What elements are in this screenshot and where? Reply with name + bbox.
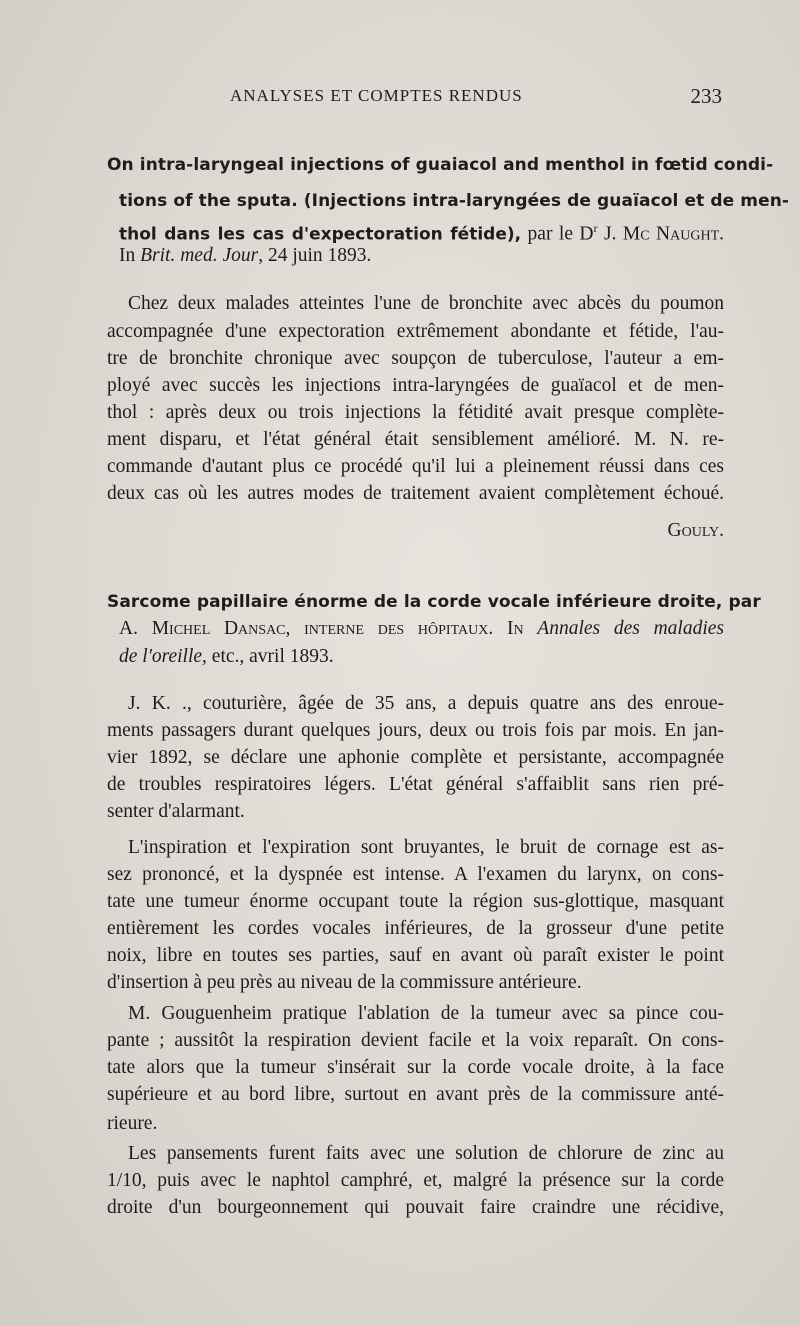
article-1-body-line-5: thol : après deux ou trois injections la fétidité avait presque complète- [107, 402, 724, 423]
article-1-author: J. Mc Naught. [597, 223, 724, 245]
article-1-body-line-1: Chez deux malades atteintes l'une de bronchite avec abcès du poumon [128, 293, 724, 314]
article-1-title-bold-part: thol dans les cas d'expectoration fétide), [119, 224, 522, 245]
article-2-title-line-2 [119, 615, 724, 643]
article-2-body-line-18: 1/10, puis avec le naphtol camphré, et, malgré la présence sur la corde [107, 1170, 724, 1191]
article-2-body-line-7: sez prononcé, et la dyspnée est intense. A l'examen du larynx, on cons- [107, 864, 724, 885]
article-2-body-line-5: senter d'alarmant. [107, 801, 245, 822]
article-2-body-line-17: Les pansements furent faits avec une solution de chlorure de zinc au [128, 1143, 724, 1164]
article-1-byline: par le D [521, 223, 594, 245]
article-2-journal-part-1: Annales des maladies [537, 618, 724, 639]
article-1-title-line-2: tions of the sputa. (Injections intra-laryngées de guaïacol et de men- [119, 191, 790, 211]
article-2-body-line-2: ments passagers durant quelques jours, deux ou trois fois par mois. En jan- [107, 720, 724, 741]
article-2-body-line-3: vier 1892, se déclare une aphonie complète et persistante, accompagnée [107, 747, 724, 768]
article-1-byline-sup: r [593, 221, 598, 235]
article-2-body-line-9: entièrement les cordes vocales inférieures, de la grosseur d'une petite [107, 918, 724, 939]
article-2-body-line-12: M. Gouguenheim pratique l'ablation de la tumeur avec sa pince cou- [128, 1003, 724, 1024]
article-1-title-line-1: On intra-laryngeal injections of guaiacol and menthol in fœtid condi- [107, 155, 774, 175]
article-2-journal-part-2: de l'oreille, [119, 646, 207, 667]
article-2-title-line-1: Sarcome papillaire énorme de la corde vocale inférieure droite, par [107, 592, 761, 612]
citation-journal: Brit. med. Jour [140, 245, 259, 266]
article-1-body-line-6: ment disparu, et l'état général était sensiblement amélioré. M. N. re- [107, 429, 724, 450]
article-1-signature: Gouly. [667, 520, 724, 541]
article-2-body-line-1: J. K. ., couturière, âgée de 35 ans, a depuis quatre ans des enroue- [128, 693, 724, 714]
citation-prefix: In [119, 245, 141, 266]
article-2-body-line-13: pante ; aussitôt la respiration devient facile et la voix reparaît. On cons- [107, 1030, 724, 1051]
article-2-byline: A. Michel Dansac, interne des hôpitaux. In [119, 618, 538, 639]
article-2-body-line-10: noix, libre en toutes ses parties, sauf en avant où paraît exister le point [107, 945, 724, 966]
article-1-body-line-3: tre de bronchite chronique avec soupçon de tuberculose, l'auteur a em- [107, 348, 724, 369]
article-2-body-line-19: droite d'un bourgeonnement qui pouvait faire craindre une récidive, [107, 1197, 724, 1218]
article-2-body-line-8: tate une tumeur énorme occupant toute la région sus-glottique, masquant [107, 891, 724, 912]
article-1-citation [119, 242, 724, 270]
article-2-body-line-4: de troubles respiratoires légers. L'état général s'affaiblit sans rien pré- [107, 774, 724, 795]
article-1-body-line-4: ployé avec succès les injections intra-laryngées de guaïacol et de men- [107, 375, 724, 396]
article-2-body-line-6: L'inspiration et l'expiration sont bruyantes, le bruit de cornage est as- [128, 837, 724, 858]
running-head: ANALYSES ET COMPTES RENDUS [230, 86, 523, 105]
page-number: 233 [690, 84, 722, 108]
article-2-body-line-16: rieure. [107, 1113, 158, 1134]
article-2-body-line-11: d'insertion à peu près au niveau de la commissure antérieure. [107, 972, 582, 993]
article-2-body-line-14: tate alors que la tumeur s'insérait sur la corde vocale droite, à la face [107, 1057, 724, 1078]
article-1-body-line-8: deux cas où les autres modes de traitement avaient complètement échoué. [107, 483, 724, 504]
article-1-body-line-2: accompagnée d'une expectoration extrêmement abondante et fétide, l'au- [107, 321, 724, 342]
article-1-body-line-7: commande d'autant plus ce procédé qu'il lui a pleinement réussi dans ces [107, 456, 724, 477]
article-2-date: etc., avril 1893. [206, 646, 334, 667]
article-2-title-line-3 [119, 643, 724, 671]
article-2-body-line-15: supérieure et au bord libre, surtout en avant près de la commissure anté- [107, 1084, 724, 1105]
citation-date: , 24 juin 1893. [258, 245, 372, 266]
